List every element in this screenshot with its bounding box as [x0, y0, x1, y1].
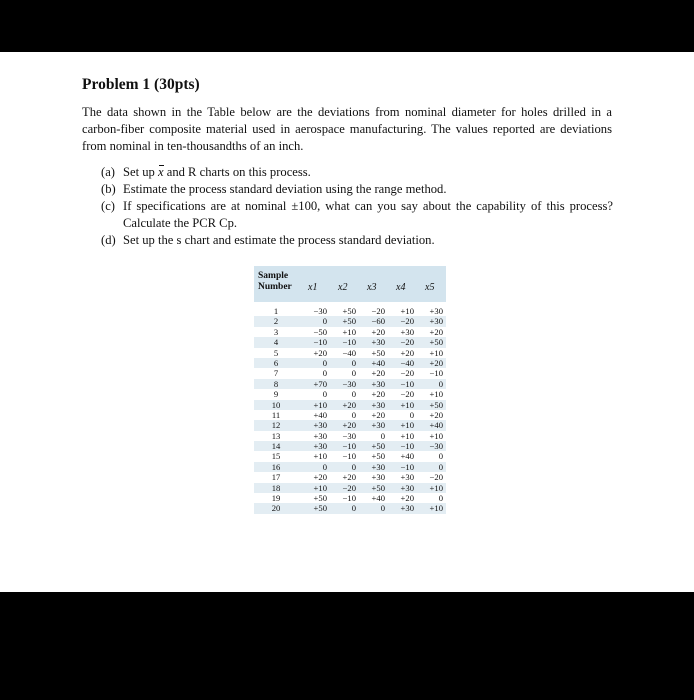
part-c [101, 198, 613, 232]
table-row [254, 493, 446, 503]
value-cell: −20 [400, 337, 414, 348]
value-cell: +20 [342, 420, 356, 431]
value-cell: +20 [429, 326, 443, 337]
document-page [0, 52, 694, 592]
value-cell: +50 [342, 316, 356, 327]
problem-intro: The data shown in the Table below are the deviations from nominal diameter for holes drilled in a carbon-fiber composite material used in aerospace manufacturing. The values reported are deviations from nominal in ten-thousandths of an inch. [82, 105, 612, 153]
value-cell: +30 [313, 420, 327, 431]
value-cell: −40 [400, 357, 414, 368]
value-cell: +10 [429, 503, 443, 514]
value-cell: +50 [429, 399, 443, 410]
sample-number-cell: 16 [271, 461, 281, 472]
column-header: x4 [396, 282, 406, 293]
part-b-text: Estimate the process standard deviation using the range method. [123, 182, 447, 196]
value-cell: −10 [400, 441, 414, 452]
value-cell: +10 [400, 306, 414, 316]
value-cell: +20 [371, 368, 385, 379]
value-cell: +20 [342, 399, 356, 410]
part-label: (b) [101, 182, 116, 196]
value-cell: +20 [371, 326, 385, 337]
sample-number-cell: 3 [273, 326, 279, 337]
sample-number-cell: 5 [273, 347, 279, 358]
problem-parts [101, 164, 613, 249]
table-row [254, 431, 446, 441]
table-row [254, 379, 446, 389]
value-cell: −20 [429, 472, 443, 483]
header-sample: Sample [258, 271, 289, 281]
value-cell: 0 [438, 378, 443, 389]
problem-title: Problem 1 (30pts) [82, 76, 200, 93]
table-row [254, 368, 446, 378]
xbar-symbol: x [157, 165, 164, 179]
value-cell: +30 [400, 482, 414, 493]
value-cell: +20 [313, 347, 327, 358]
value-cell: +50 [429, 337, 443, 348]
value-cell: 0 [351, 389, 356, 400]
sample-number-cell: 17 [271, 472, 281, 483]
value-cell: +10 [429, 430, 443, 441]
value-cell: +20 [371, 409, 385, 420]
value-cell: −20 [342, 482, 356, 493]
column-header: x1 [308, 282, 318, 293]
sample-number-cell: 6 [273, 357, 279, 368]
value-cell: +50 [313, 493, 327, 504]
value-cell: +30 [371, 472, 385, 483]
table-row [254, 327, 446, 337]
value-cell: +50 [371, 451, 385, 462]
value-cell: 0 [409, 409, 414, 420]
value-cell: −10 [400, 461, 414, 472]
sample-number-cell: 2 [273, 316, 279, 327]
value-cell: 0 [380, 503, 385, 514]
sample-number-cell: 11 [271, 409, 281, 420]
value-cell: +30 [313, 430, 327, 441]
sample-number-cell: 12 [271, 420, 281, 431]
value-cell: +50 [371, 482, 385, 493]
value-cell: +30 [371, 420, 385, 431]
column-header: x5 [425, 282, 435, 293]
table-row [254, 441, 446, 451]
value-cell: +40 [429, 420, 443, 431]
value-cell: +10 [429, 389, 443, 400]
value-cell: +10 [313, 482, 327, 493]
table-body [254, 306, 446, 514]
value-cell: +50 [313, 503, 327, 514]
value-cell: +40 [371, 357, 385, 368]
value-cell: 0 [351, 368, 356, 379]
sample-number-cell: 19 [271, 493, 281, 504]
value-cell: 0 [322, 357, 327, 368]
part-label: (d) [101, 233, 116, 247]
value-cell: +30 [429, 306, 443, 316]
part-label: (a) [101, 165, 115, 179]
value-cell: 0 [351, 409, 356, 420]
part-a [101, 164, 613, 181]
value-cell: +30 [371, 461, 385, 472]
value-cell: +30 [371, 399, 385, 410]
table-row [254, 348, 446, 358]
value-cell: +20 [429, 409, 443, 420]
table-header [254, 266, 446, 302]
value-cell: +10 [313, 399, 327, 410]
header-number: Number [258, 282, 292, 292]
table-row [254, 503, 446, 513]
value-cell: +30 [313, 441, 327, 452]
part-b [101, 181, 613, 198]
value-cell: +70 [313, 378, 327, 389]
value-cell: +30 [429, 316, 443, 327]
column-header: x2 [338, 282, 348, 293]
table-row [254, 462, 446, 472]
table-row [254, 451, 446, 461]
value-cell: +50 [371, 441, 385, 452]
value-cell: 0 [322, 368, 327, 379]
value-cell: −30 [342, 378, 356, 389]
sample-number-cell: 8 [273, 378, 279, 389]
value-cell: −10 [400, 378, 414, 389]
sample-number-cell: 1 [273, 306, 279, 316]
table-row [254, 358, 446, 368]
table-row [254, 306, 446, 316]
sample-number-cell: 18 [271, 482, 281, 493]
value-cell: −20 [400, 368, 414, 379]
value-cell: +40 [313, 409, 327, 420]
sample-number-cell: 9 [273, 389, 279, 400]
value-cell: +30 [371, 378, 385, 389]
value-cell: −10 [342, 337, 356, 348]
value-cell: 0 [322, 389, 327, 400]
value-cell: −30 [342, 430, 356, 441]
table-row [254, 410, 446, 420]
value-cell: +20 [313, 472, 327, 483]
value-cell: +10 [400, 430, 414, 441]
value-cell: −40 [342, 347, 356, 358]
part-c-text: If specifications are at nominal ±100, what can you say about the capability of this process? Calculate the PCR Cp. [123, 199, 613, 230]
value-cell: −10 [429, 368, 443, 379]
value-cell: +10 [342, 326, 356, 337]
part-d [101, 232, 613, 249]
sample-number-cell: 13 [271, 430, 281, 441]
value-cell: 0 [351, 461, 356, 472]
value-cell: −20 [400, 389, 414, 400]
table-row [254, 316, 446, 326]
sample-number-cell: 10 [271, 399, 281, 410]
value-cell: −20 [371, 306, 385, 316]
part-label: (c) [101, 199, 115, 213]
value-cell: −30 [429, 441, 443, 452]
value-cell: +30 [371, 337, 385, 348]
value-cell: −10 [342, 451, 356, 462]
value-cell: −10 [342, 493, 356, 504]
value-cell: +50 [342, 306, 356, 316]
value-cell: +20 [400, 493, 414, 504]
value-cell: +30 [400, 326, 414, 337]
table-row [254, 420, 446, 430]
value-cell: +20 [371, 389, 385, 400]
part-a-text-before: Set up [123, 165, 158, 179]
part-a-text-after: and R charts on this process. [163, 165, 311, 179]
table-row [254, 337, 446, 347]
value-cell: 0 [438, 493, 443, 504]
value-cell: −10 [342, 441, 356, 452]
value-cell: 0 [438, 461, 443, 472]
value-cell: +20 [342, 472, 356, 483]
value-cell: −60 [371, 316, 385, 327]
value-cell: −50 [313, 326, 327, 337]
column-header: x3 [367, 282, 377, 293]
value-cell: −30 [313, 306, 327, 316]
sample-number-cell: 14 [271, 441, 281, 452]
sample-number-cell: 7 [273, 368, 279, 379]
table-row [254, 389, 446, 399]
value-cell: +40 [400, 451, 414, 462]
sample-number-cell: 15 [271, 451, 281, 462]
value-cell: 0 [322, 316, 327, 327]
value-cell: +20 [429, 357, 443, 368]
value-cell: 0 [351, 503, 356, 514]
value-cell: −20 [400, 316, 414, 327]
value-cell: +10 [400, 399, 414, 410]
sample-number-cell: 20 [271, 503, 281, 514]
value-cell: +10 [400, 420, 414, 431]
part-d-text: Set up the s chart and estimate the process standard deviation. [123, 233, 435, 247]
value-cell: 0 [380, 430, 385, 441]
value-cell: 0 [438, 451, 443, 462]
value-cell: +30 [400, 472, 414, 483]
value-cell: −10 [313, 337, 327, 348]
data-table [254, 266, 446, 514]
value-cell: +30 [400, 503, 414, 514]
value-cell: +10 [429, 482, 443, 493]
value-cell: 0 [351, 357, 356, 368]
table-row [254, 483, 446, 493]
value-cell: +20 [400, 347, 414, 358]
value-cell: +40 [371, 493, 385, 504]
sample-number-cell: 4 [273, 337, 279, 348]
value-cell: +10 [313, 451, 327, 462]
table-row [254, 472, 446, 482]
value-cell: 0 [322, 461, 327, 472]
value-cell: +50 [371, 347, 385, 358]
table-row [254, 400, 446, 410]
value-cell: +10 [429, 347, 443, 358]
